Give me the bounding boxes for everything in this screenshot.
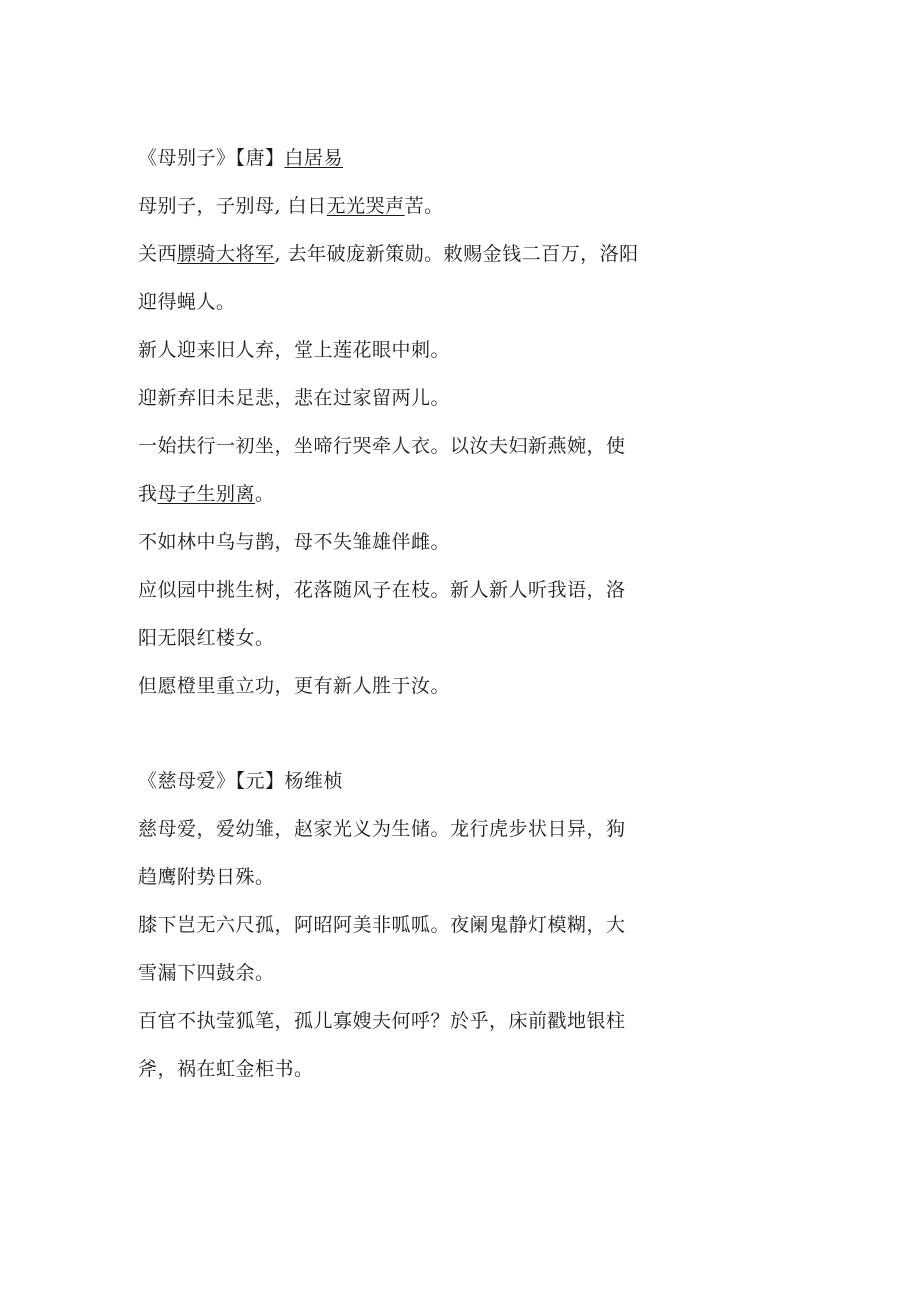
poem-line	[138, 614, 658, 662]
poem-line	[138, 1045, 658, 1093]
poem-author: 杨维桢	[284, 770, 344, 792]
poem-title-line	[138, 134, 658, 182]
line-text: 一始扶行一初坐，坐啼行哭牵人衣。以汝夫妇新燕婉，使	[138, 435, 626, 457]
line-text: 我	[138, 483, 158, 505]
line-text: 迎得蝇人。	[138, 291, 236, 313]
line-text: 斧，祸在虹金柜书。	[138, 1058, 314, 1080]
line-text: 迎新弃旧未足悲，悲在过家留两儿。	[138, 387, 451, 409]
line-text: 慈母爱，爱幼雏，赵家光义为生储。龙行虎步状日异，狗	[138, 818, 626, 840]
poem-ci-mu-ai	[138, 757, 658, 1093]
poem-title-line	[138, 757, 658, 805]
poem-line	[138, 997, 658, 1045]
line-text: 雪漏下四鼓余。	[138, 962, 275, 984]
underlined-phrase: 无光哭声	[326, 195, 405, 217]
poem-line	[138, 230, 658, 278]
line-text: 。	[255, 483, 275, 505]
poem-line	[138, 278, 658, 326]
line-text: 但愿橙里重立功，更有新人胜于汝。	[138, 675, 451, 697]
poem-title: 《母别子》【唐】	[138, 147, 285, 169]
poem-line	[138, 805, 658, 853]
poem-line	[138, 374, 658, 422]
line-text: 母别子，子别母, 白日	[138, 195, 327, 217]
line-text: , 去年破庞新策勋。敕赐金钱二百万，洛阳	[274, 243, 639, 265]
line-text: 应似园中挑生树，花落随风子在枝。新人新人听我语，洛	[138, 579, 626, 601]
line-text: 不如林中乌与鹊，母不失雏雄伴雌。	[138, 531, 451, 553]
line-text: 膝下岂无六尺孤，阿昭阿美非呱呱。夜阑鬼静灯模糊，大	[138, 914, 626, 936]
poem-line	[138, 949, 658, 997]
poem-title: 《慈母爱》【元】	[138, 770, 285, 792]
poem-line	[138, 518, 658, 566]
line-text: 趋鹰附势日殊。	[138, 866, 275, 888]
poem-line	[138, 326, 658, 374]
line-text: 新人迎来旧人弃，堂上莲花眼中刺。	[138, 339, 451, 361]
poem-line	[138, 470, 658, 518]
poem-line	[138, 566, 658, 614]
poem-line	[138, 853, 658, 901]
poem-mu-bie-zi	[138, 134, 658, 710]
line-text: 百官不执莹狐笔，孤儿寡嫂夫何呼？於乎，床前戳地银柱	[138, 1010, 626, 1032]
underlined-phrase: 母子生别离	[157, 483, 256, 505]
line-text: 阳无限红楼女。	[138, 627, 275, 649]
poem-line	[138, 662, 658, 710]
line-text: 关西	[138, 243, 178, 265]
poem-line	[138, 901, 658, 949]
poem-author: 白居易	[284, 147, 344, 169]
underlined-phrase: 膘骑大将军	[177, 243, 275, 265]
line-text: 苦。	[404, 195, 444, 217]
poem-line	[138, 182, 658, 230]
poem-line	[138, 422, 658, 470]
